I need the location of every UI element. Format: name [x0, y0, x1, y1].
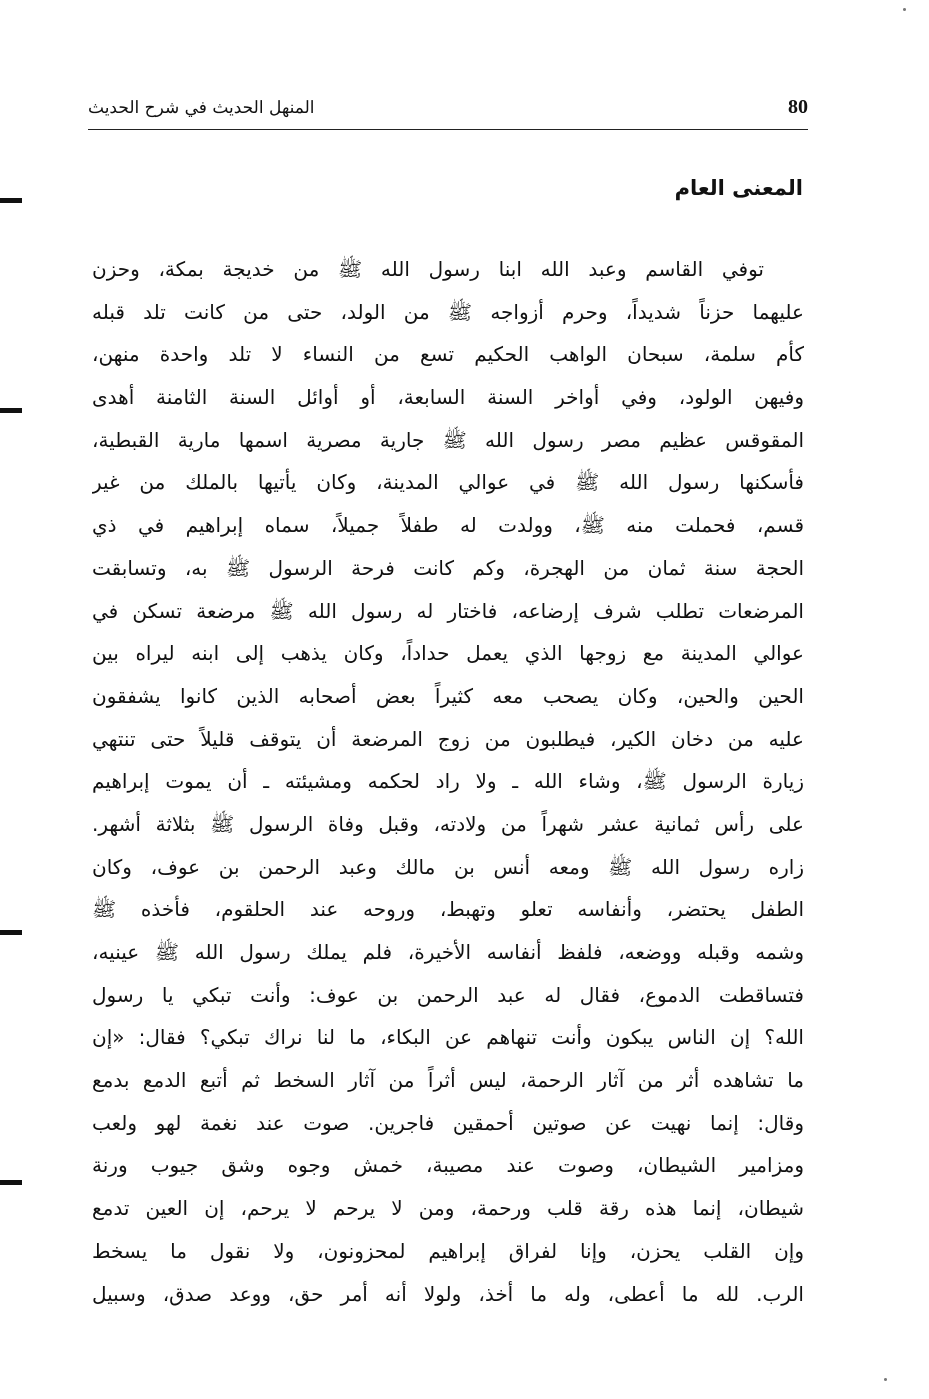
scan-margin-mark [0, 930, 22, 935]
body-line: فأسكنها رسول الله ﷺ في عوالي المدينة، وكان يأتيها بالملك من غير [92, 470, 804, 495]
body-line: زيارة الرسول ﷺ، وشاء الله ـ ولا راد لحكمه ومشيئته ـ أن يموت إبراهيم [92, 769, 804, 794]
body-line: على رأس ثمانية عشر شهراً من ولادته، وقبل وفاة الرسول ﷺ بثلاثة أشهر. [92, 811, 804, 836]
body-line: فتساقطت الدموع، فقال له عبد الرحمن بن عوف: وأنت تبكي يا رسول [92, 982, 804, 1007]
body-line: شيطان، إنما هذه رقة قلب ورحمة، ومن لا يرحم لا يرحم، إن العين تدمع [92, 1196, 804, 1221]
scan-margin-mark [0, 198, 22, 203]
body-line: وقال: إنما نهيت عن صوتين أحمقين فاجرين. صوت عند نغمة لهو ولعب [92, 1110, 804, 1135]
running-header-title: المنهل الحديث في شرح الحديث [88, 98, 315, 118]
body-line: عليهما حزناً شديداً، وحرم أزواجه ﷺ من الولد، حتى من كانت تلد قبله [92, 299, 804, 324]
body-line: المرضعات تطلب شرف إرضاعه، فاختار له رسول الله ﷺ مرضعة تسكن في [92, 598, 804, 623]
scan-speck [903, 8, 906, 11]
body-line: الرب. لله ما أعطى، وله ما أخذ، ولولا أنه أمر حق، ووعد صدق، وسبيل [92, 1281, 804, 1306]
body-line: الحجة سنة ثمان من الهجرة، وكم كانت فرحة الرسول ﷺ به، وتسابقت [92, 555, 804, 580]
body-line: عليه من دخان الكير، فيطلبون من زوج المرضعة أن يتوقف قليلاً حتى تنتهي [92, 726, 804, 751]
header-rule [88, 129, 808, 130]
running-header [88, 92, 808, 128]
body-line: عوالي المدينة مع زوجها الذي يعمل حداداً، وكان يذهب إلى ابنه ليراه بين [92, 641, 804, 666]
body-line: وشمه وقبله ووضعه، فلفظ أنفاسه الأخيرة، فلم يملك رسول الله ﷺ عينيه، [92, 940, 804, 964]
body-line: زاره رسول الله ﷺ ومعه أنس بن مالك وعبد الرحمن بن عوف، وكان [92, 854, 804, 879]
body-line: الله؟ إن الناس يبكون وأنت تنهاهم عن البكاء، ما لنا نراك تبكي؟ فقال: «إن [92, 1025, 804, 1050]
body-line: الطفل يحتضر، وأنفاسه تعلو وتهبط، وروحه عند الحلقوم، فأخذه ﷺ [92, 897, 804, 922]
body-line: كأم سلمة، سبحان الواهب الحكيم تسع من النساء لا تلد واحدة منهن، [92, 342, 804, 367]
body-line: ما تشاهده أثر من آثار الرحمة، ليس أثراً من آثار السخط ثم أتبع الدمع بدمع [92, 1068, 804, 1093]
section-heading: المعنى العام [674, 176, 803, 200]
body-line: قسم، فحملت منه ﷺ، وولدت له طفلاً جميلاً، سماه إبراهيم في ذي [92, 513, 804, 538]
page-number: 80 [788, 96, 808, 118]
body-line: وفيهن الولود، وفي أواخر السنة السابعة، أو أوائل السنة الثامنة أهدى [92, 385, 804, 410]
body-text [92, 248, 804, 1315]
body-line: وإن القلب يحزن، وإنا لفراق إبراهيم لمحزونون، ولا نقول ما يسخط [92, 1238, 804, 1263]
scan-speck [884, 1378, 887, 1381]
body-line: الحين والحين، وكان يصحب معه كثيراً بعض أصحابه الذين كانوا يشفقون [92, 683, 804, 708]
body-line: ومزامير الشيطان، وصوت عند مصيبة، خمش وجوه وشق جيوب ورنة [92, 1153, 804, 1178]
scan-margin-mark [0, 408, 22, 413]
scan-margin-mark [0, 1180, 22, 1185]
body-line: المقوقس عظيم مصر رسول الله ﷺ جارية مصرية اسمها مارية القبطية، [92, 427, 804, 452]
body-line: توفي القاسم وعبد الله ابنا رسول الله ﷺ من خديجة بمكة، وحزن [92, 257, 764, 281]
